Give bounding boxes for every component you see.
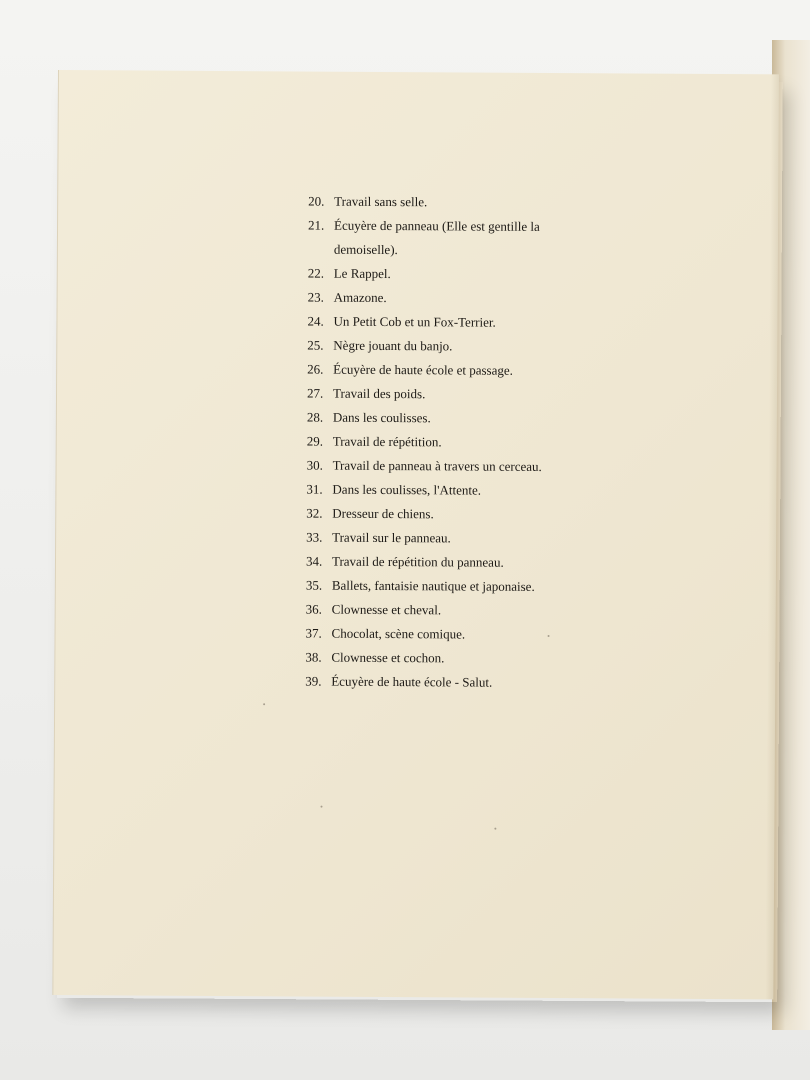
list-item: [307, 454, 607, 480]
plate-title: Écuyère de haute école - Salut.: [331, 673, 493, 690]
list-item: [308, 286, 608, 312]
paper-speck: [263, 703, 265, 705]
plate-title: Dans les coulisses, l'Attente.: [332, 481, 482, 498]
plate-number: 34.: [305, 553, 323, 569]
list-item: [306, 478, 606, 504]
list-item: [306, 574, 606, 600]
plate-title: Nègre jouant du banjo.: [333, 337, 453, 354]
list-item: [308, 262, 608, 288]
plate-title: Clownesse et cochon.: [331, 649, 445, 666]
plate-title: Dans les coulisses.: [332, 409, 431, 426]
plate-title: Travail des poids.: [332, 385, 426, 402]
plate-title: Un Petit Cob et un Fox-Terrier.: [333, 313, 496, 330]
plate-title: Écuyère de panneau (Elle est gentille la demoiselle).: [333, 217, 540, 258]
plate-number: 24.: [307, 313, 324, 329]
plate-title: Travail de panneau à travers un cerceau.: [332, 457, 542, 474]
plate-number: 26.: [307, 361, 324, 377]
list-item: [307, 406, 607, 432]
paper-speck: [320, 806, 322, 808]
plate-number: 29.: [306, 433, 324, 449]
list-item: [306, 502, 606, 528]
paper-speck: [494, 828, 496, 830]
plate-title: Travail sur le panneau.: [332, 529, 451, 546]
list-item: [307, 430, 607, 456]
plate-title: Clownesse et cheval.: [331, 601, 442, 618]
plate-title: Travail de répétition du panneau.: [331, 553, 504, 570]
plate-title: Amazone.: [333, 289, 387, 306]
plate-number: 37.: [305, 625, 322, 641]
list-item: [306, 526, 606, 552]
book-page: [52, 70, 779, 999]
plate-number: 33.: [306, 529, 323, 545]
plate-number: 22.: [307, 265, 325, 281]
plate-number: 23.: [307, 289, 324, 305]
plate-title: Le Rappel.: [333, 265, 391, 282]
plate-number: 31.: [306, 481, 323, 497]
list-item: [308, 214, 608, 264]
list-item: [305, 670, 605, 696]
plate-title: Écuyère de haute école et passage.: [333, 361, 513, 378]
plate-title: Ballets, fantaisie nautique et japonaise.: [331, 577, 535, 594]
plate-number: 20.: [308, 193, 325, 209]
list-item: [307, 310, 607, 336]
list-item: [307, 358, 607, 384]
plate-title: Travail de répétition.: [332, 433, 442, 450]
list-item: [306, 598, 606, 624]
list-item: [305, 622, 605, 648]
list-item: [305, 646, 605, 672]
plate-number: 30.: [306, 457, 323, 473]
list-item: [306, 550, 606, 576]
plate-number: 21.: [308, 217, 325, 233]
plate-number: 27.: [306, 385, 324, 401]
plate-number: 39.: [305, 673, 322, 689]
plate-number: 36.: [305, 601, 323, 617]
paper-speck: [548, 635, 550, 637]
plate-title: Dresseur de chiens.: [332, 505, 434, 522]
plate-title: Travail sans selle.: [334, 193, 428, 210]
plate-number: 35.: [305, 577, 323, 593]
plate-number: 38.: [305, 649, 322, 665]
plate-number: 28.: [306, 409, 324, 425]
plate-list: [305, 190, 608, 696]
plate-number: 32.: [306, 505, 323, 521]
plate-title: Chocolat, scène comique.: [331, 625, 466, 642]
plate-number: 25.: [307, 337, 324, 353]
list-item: [308, 190, 608, 216]
list-item: [307, 382, 607, 408]
list-item: [307, 334, 607, 360]
